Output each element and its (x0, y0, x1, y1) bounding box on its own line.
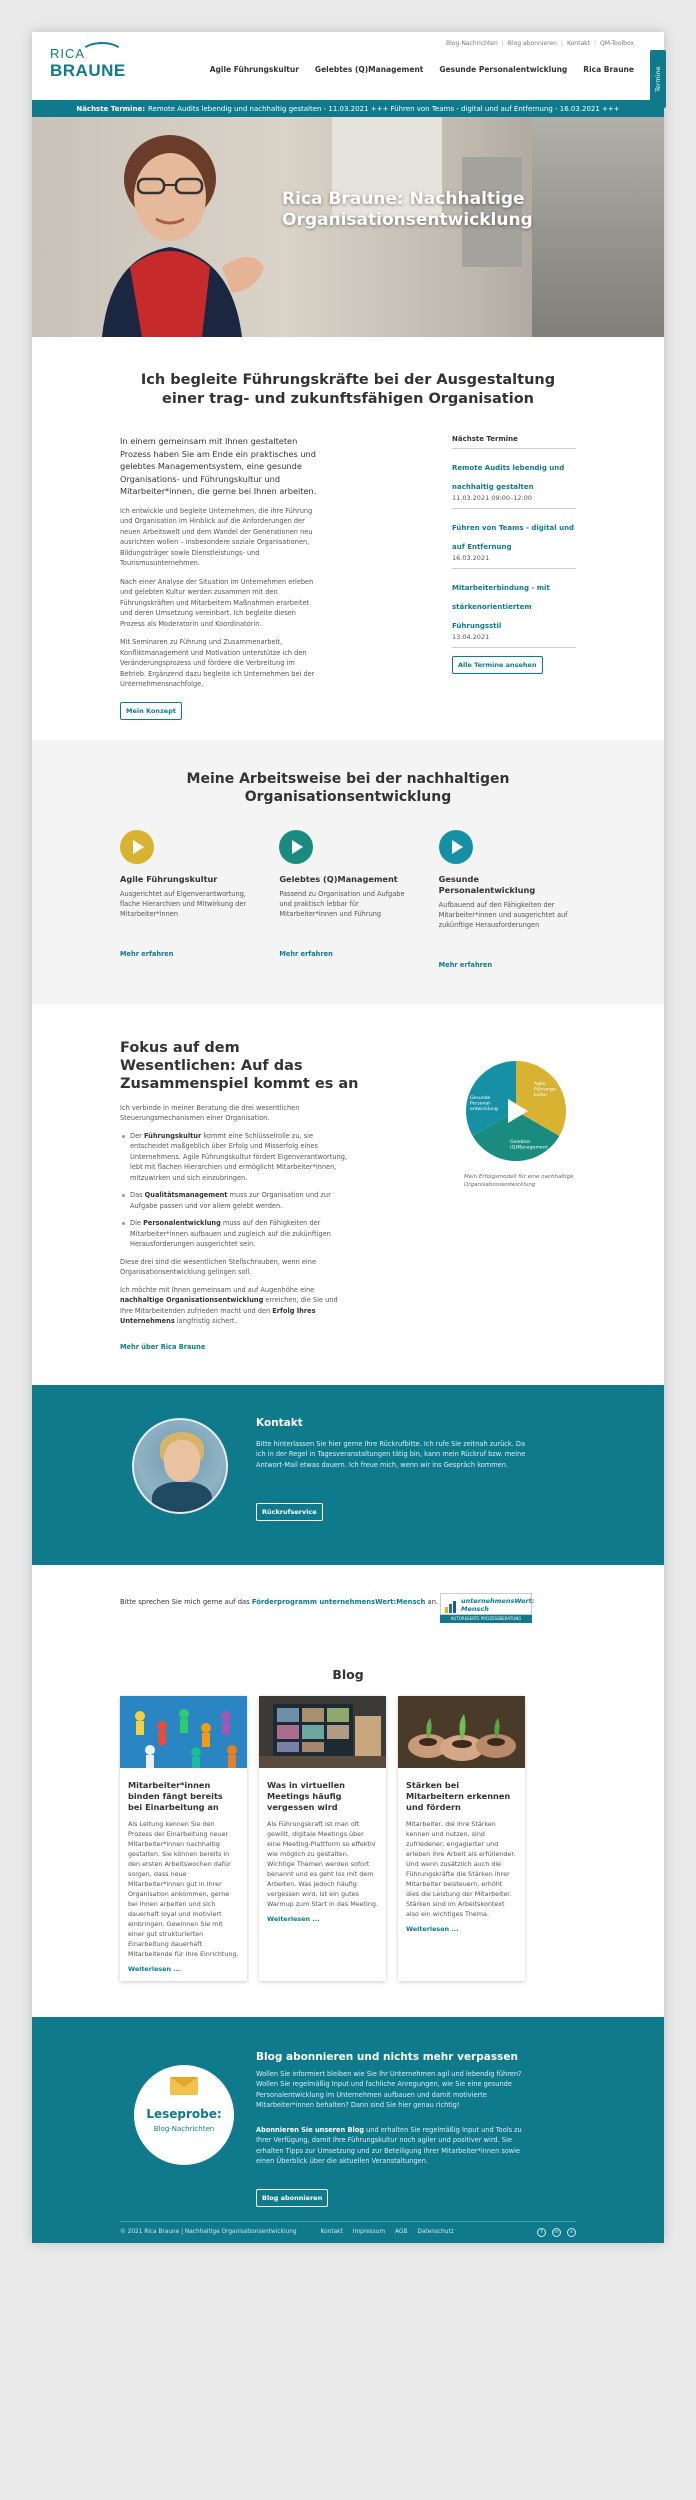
termin-title-link[interactable]: Führen von Teams - digital und auf Entfernung (452, 524, 575, 551)
bar-chart-icon (445, 1599, 459, 1613)
text-strong: Führungskultur (143, 1131, 202, 1140)
photo-body (152, 1482, 212, 1514)
nav-rica-braune[interactable]: Rica Braune (583, 65, 634, 74)
intro-paragraph: Ich entwickle und begleite Unternehmen, die ihre Führung und Organisation im Hinblick auf die Anforderungen der neuen Arbeitswelt und dem Wandel der Generationen neu ausrichten wollen – insbesondere soziale Organisationen, Bildungsträger sowie Dienstleistungs- und Tourismusunternehmen. (120, 506, 313, 567)
blog-card[interactable] (398, 1696, 525, 1981)
hero-portrait (92, 117, 272, 337)
ticker-text: Remote Audits lebendig und nachhaltig gestalten - 11.03.2021 +++ Führen von Teams - digital und auf Entfernung - 16.03.2021 +++ (148, 104, 620, 113)
weiterlesen-link[interactable]: Weiterlesen ... (406, 1924, 459, 1933)
logo[interactable] (50, 44, 126, 88)
site-footer (120, 2221, 576, 2237)
intro-section (32, 337, 664, 740)
mehr-erfahren-link[interactable]: Mehr erfahren (438, 960, 493, 969)
fokus-paragraph (120, 1285, 350, 1327)
weiterlesen-link[interactable]: Weiterlesen ... (128, 1964, 181, 1973)
text-run: Bitte sprechen Sie mich gerne auf das (120, 1597, 252, 1606)
blog-card[interactable] (259, 1696, 386, 1981)
topnav-kontakt[interactable]: Kontakt (566, 40, 590, 47)
fokus-section (32, 1005, 664, 1385)
facebook-icon[interactable]: f (537, 2228, 546, 2237)
blog-cards (120, 1696, 576, 1981)
topnav-blog-nachrichten[interactable]: Blog-Nachrichten (446, 40, 498, 47)
xing-icon[interactable]: x (567, 2228, 576, 2237)
envelope-icon (170, 2077, 198, 2095)
alle-termine-button[interactable]: Alle Termine ansehen (452, 656, 543, 674)
foerder-link[interactable]: Förderprogramm unternehmensWert:Mensch (251, 1597, 426, 1606)
termin-item (452, 449, 576, 509)
newsletter-title: Blog abonnieren und nichts mehr verpassen (256, 2050, 518, 2063)
blog-post-title[interactable]: Mitarbeiter*innen binden fängt bereits bei Einarbeitung an (128, 1779, 223, 1812)
kontakt-section (32, 1385, 664, 1565)
newsletter-section (32, 2017, 664, 2243)
text-run: unternehmensWert: (461, 1596, 535, 1605)
termine-heading: Nächste Termine (452, 435, 576, 449)
termin-item (452, 569, 576, 648)
erfolgsmodell-diagram (464, 1059, 576, 1353)
photo-face (164, 1440, 200, 1482)
blog-card-body (398, 1772, 525, 1941)
logo-box (440, 1593, 535, 1615)
topnav-blog-abonnieren[interactable]: Blog abonnieren (507, 40, 557, 47)
kontakt-text: Bitte hinterlassen Sie hier gerne Ihre Rückrufbitte. Ich rufe Sie zeitnah zurück. Da ich in der Regel in Tagesveranstaltungen tätig bin, kann mein Rückruf bzw. meine Antwort-Mail etwas dauern. Ich freue mich, wenn wir ins Gespräch kommen. (256, 1439, 526, 1469)
text-strong: nachhaltige Organisationsentwicklung (120, 1296, 264, 1304)
termin-date: 11.03.2021 09:00–12:00 (452, 494, 532, 502)
rueckrufservice-button[interactable]: Rückrufservice (256, 1503, 323, 1521)
card-title: Agile Führungskultur (120, 873, 218, 884)
events-ticker[interactable] (32, 100, 664, 117)
topnav-qm-toolbox[interactable]: QM-Toolbox (599, 40, 634, 47)
logo-subline: AUTORISIERTE PROZESSBERATUNG (440, 1615, 532, 1623)
termin-title-link[interactable]: Remote Audits lebendig und nachhaltig gestalten (452, 464, 565, 491)
footer-link-kontakt[interactable]: Kontakt (320, 2229, 343, 2235)
termin-title-link[interactable]: Mitarbeiterbindung - mit stärkenorientiertem Führungsstil (452, 584, 550, 630)
newsletter-paragraph (256, 2125, 526, 2167)
logo-text-bottom: BRAUNE (50, 61, 126, 80)
blog-card[interactable] (120, 1696, 247, 1981)
unternehmenswert-logo[interactable] (440, 1593, 535, 1625)
text-run: Die (130, 1219, 144, 1227)
intro-columns (32, 435, 664, 720)
intro-paragraph: Nach einer Analyse der Situation im Unternehmen erleben und gelebten Kultur werden zusammen mit den Führungskräften und Mitarbeitern Maßnahmen erarbeitet und deren Umsetzung vereinbart. Ich begleite diesen Prozess als Moderatorin und Koordinatorin. (120, 577, 314, 628)
logo-text-top: RICA (50, 46, 86, 61)
blog-image-video-meeting (259, 1696, 386, 1768)
termin-date: 16.03.2021 (452, 554, 490, 562)
termine-sidebar (452, 435, 576, 720)
fokus-list-item (120, 1190, 350, 1211)
foerderprogramm-section (32, 1565, 664, 1645)
text-strong: Qualitätsmanagement (144, 1191, 228, 1199)
arbeitsweise-cards (120, 830, 576, 971)
text-run: und erhalten Sie regelmäßig Input und Tools zu Ihrer Verfügung, damit Ihre Führungskultur noch agiler und positiver wird. Sie erhalten Tipps zur Umsetzung und zur Beteiligung Ihrer Mitarbeiter*innen sowie einen Überblick über die aktuellen Veranstaltungen. (256, 2125, 522, 2165)
text-run: erreichen, die Sie und Ihre Mitarbeitenden zufrieden macht und den (120, 1296, 338, 1315)
hero-title: Rica Braune: Nachhaltige Organisationsentwicklung (282, 189, 533, 230)
logo-wordmark (461, 1597, 534, 1613)
arbeitsweise-card (279, 830, 416, 971)
page (32, 32, 664, 2243)
text-run: kommt eine Schlüsselrolle zu, sie entscheidet maßgeblich über Erfolg und Misserfolg eines Unternehmens. Agile Führungskultur fördert Eigenverantwortung, lebt mit flachen Hierarchien und ermöglicht Mitarbeiter*innen, mitzuwirken und sich einzubringen. (130, 1131, 347, 1182)
blog-post-excerpt: Mitarbeiter, die ihre Stärken kennen und nutzen, sind zufriedener, engagierter und erleben ihre Arbeit als erfüllender. Und wenn zusätzlich auch die Führungskräfte die Stärken ihrer Mitarbeiter beisteuern, erhöht dies die Leistung der Mitarbeiter. Stärken sind im Arbeitskontext also ein wichtiges Thema. (406, 1819, 516, 1918)
text-run: langfristig sichert. (174, 1317, 237, 1325)
fokus-list-item (120, 1131, 350, 1184)
fokus-paragraph: Ich verbinde in meiner Beratung die drei wesentlichen Steuerungsmechanismen einer Organisation. (120, 1103, 300, 1122)
fokus-heading: Fokus auf dem Wesentlichen: Auf das Zusammenspiel kommt es an (120, 1039, 359, 1092)
text-strong: Personalentwicklung (143, 1219, 221, 1227)
kontakt-photo (132, 1418, 228, 1514)
fokus-columns (120, 1081, 576, 1353)
card-text: Passend zu Organisation und Aufgabe und praktisch lebbar für Mitarbeiter*innen und Führung (279, 889, 405, 918)
site-header (32, 32, 664, 100)
footer-link-datenschutz[interactable]: Datenschutz (417, 2229, 454, 2235)
kontakt-title: Kontakt (256, 1416, 303, 1429)
termin-item (452, 509, 576, 569)
blog-heading: Blog (332, 1666, 364, 1682)
footer-link-agb[interactable]: AGB (395, 2229, 408, 2235)
blog-post-excerpt: Als Führungskraft ist man oft gewillt, digitale Meetings über eine Meeting-Plattform so effektiv wie möglich zu gestalten. Wichtige Themen werden sofort benannt und es geht los mit dem Arbeiten. Was jedoch häufig vergessen wird, ist ein gutes Warmup zum Start in das Meeting. (267, 1819, 378, 1908)
blog-abonnieren-button[interactable]: Blog abonnieren (256, 2189, 328, 2207)
footer-copyright: © 2021 Rica Braune | Nachhaltige Organisationsentwicklung (120, 2229, 297, 2235)
play-circle-icon[interactable] (439, 830, 473, 864)
intro-lead: In einem gemeinsam mit Ihnen gestalteten Prozess haben Sie am Ende ein praktisches und gelebtes Managementsystem, eine gesunde Organisations- und Führungskultur und Mitarbeiter*innen, die gerne bei Ihnen arbeiten. (120, 436, 317, 496)
newsletter-paragraph: Wollen Sie informiert bleiben wie Sie Ihr Unternehmen agil und lebendig führen? Wollen Sie regelmäßig Input und fachliche Anregungen, wie Sie eine gesunde Personalentwicklung im Unternehmen aufbauen und damit motivierte Mitarbeiter*innen behalten? Dann sind Sie hier genau richtig! (256, 2069, 522, 2109)
text-run: Ich möchte mit Ihnen gemeinsam und auf Augenhöhe eine (120, 1285, 315, 1294)
badge-subtitle: Blog-Nachrichten (153, 2124, 215, 2133)
intro-paragraph: Mit Seminaren zu Führung und Zusammenarbeit, Konfliktmanagement und Motivation unterstütze ich den Veränderungsprozess und fördere die Verbreitung im Betrieb. Ergänzend dazu begleite ich Unternehmen bei der Unternehmensnachfolge. (120, 638, 315, 688)
blog-post-excerpt: Als Leitung kennen Sie den Prozess der Einarbeitung neuer Mitarbeiter*innen nachhaltig gestalten. Sie können bereits in den ersten Arbeitswochen dafür sorgen, dass neue Mitarbeiter*innen gut in Ihrer Organisation ankommen, gerne bei Ihnen arbeiten und sich dauerhaft loyal und motiviert einbringen. Gewinnen Sie mit einer gut strukturierten Einarbeitung dauerhaft Mitarbeitende für Ihre Einrichtung. (128, 1819, 239, 1958)
hero-banner (32, 117, 664, 337)
card-text: Aufbauend auf den Fähigkeiten der Mitarbeiter*innen und ausgerichtet auf zukünftige Herausforderungen (438, 900, 568, 929)
text-strong: Abonnieren Sie unseren Blog (256, 2125, 364, 2134)
nav-gesunde-personalentwicklung[interactable]: Gesunde Personalentwicklung (439, 65, 568, 74)
main-navigation (210, 65, 634, 74)
termine-side-tab[interactable]: Termine (650, 50, 666, 108)
mehr-ueber-link[interactable]: Mehr über Rica Braune (120, 1342, 206, 1351)
card-title: Gelebtes (Q)Management (279, 873, 398, 884)
badge-title: Leseprobe: (146, 2106, 222, 2121)
text-strong: Erfolg Ihres Unternehmens (120, 1306, 316, 1325)
mehr-erfahren-link[interactable]: Mehr erfahren (120, 949, 174, 958)
text-run: muss zur Organisation und zur Aufgabe passen und vor allem gelebt werden. (130, 1191, 331, 1210)
blog-post-title[interactable]: Was in virtuellen Meetings häufig vergessen wird (267, 1779, 345, 1812)
top-navigation: Blog-Nachrichten | Blog abonnieren | Kontakt | QM-Toolbox (446, 40, 634, 47)
text-run: Das (130, 1191, 145, 1199)
ticker-label: Nächste Termine: (76, 104, 146, 113)
play-circle-icon[interactable] (120, 830, 154, 864)
erfolgsmodell-pie (464, 1059, 568, 1163)
social-links (537, 2228, 576, 2237)
arbeitsweise-heading: Meine Arbeitsweise bei der nachhaltigen Organisationsentwicklung (186, 770, 510, 805)
nav-gelebtes-qmanagement[interactable]: Gelebtes (Q)Management (314, 65, 424, 74)
footer-link-impressum[interactable]: Impressum (352, 2229, 386, 2235)
termin-date: 13.04.2021 (452, 633, 490, 641)
footer-links (321, 2229, 454, 2235)
pie-label-agile: Agile Führungs-kultur (534, 1081, 557, 1098)
card-title: Gesunde Personalentwicklung (438, 873, 536, 895)
blog-card-body (120, 1772, 247, 1981)
arbeitsweise-card (120, 830, 257, 971)
text-run: an. (425, 1597, 439, 1606)
blog-image-people-figures (120, 1696, 247, 1768)
blog-image-hands-plants (398, 1696, 525, 1768)
leseprobe-badge[interactable] (134, 2065, 234, 2165)
nav-agile-fuehrungskultur[interactable]: Agile Führungskultur (209, 65, 299, 74)
weiterlesen-link[interactable]: Weiterlesen ... (267, 1914, 320, 1923)
blog-post-title[interactable]: Stärken bei Mitarbeitern erkennen und fördern (406, 1779, 511, 1812)
foerder-text (120, 1598, 438, 1606)
blog-card-body (259, 1772, 386, 1931)
pie-caption: Mein Erfolgsmodell für eine nachhaltige Organisationsentwicklung (464, 1173, 574, 1188)
fokus-text-column (120, 1103, 350, 1353)
linkedin-icon[interactable]: in (552, 2228, 561, 2237)
pie-label-qm: Gelebtes (Q)Management (510, 1139, 548, 1150)
text-run: Mensch (461, 1604, 489, 1613)
fokus-list-item (120, 1218, 350, 1250)
mehr-erfahren-link[interactable]: Mehr erfahren (279, 949, 333, 958)
intro-heading: Ich begleite Führungskräfte bei der Ausgestaltung einer trag- und zukunftsfähigen Organisation (140, 372, 556, 407)
text-run: Der (130, 1131, 144, 1140)
fokus-paragraph: Diese drei sind die wesentlichen Stellschrauben, wenn eine Organisationsentwicklung gelingen soll. (120, 1257, 316, 1276)
arbeitsweise-card (439, 830, 576, 971)
intro-text-column (120, 435, 320, 720)
blog-section (32, 1645, 664, 2017)
mein-konzept-button[interactable]: Mein Konzept (120, 702, 182, 720)
text-run: muss auf den Fähigkeiten der Mitarbeiter*innen aufbauen und zugleich auf die zukünftigen Herausforderungen ausgerichtet sein. (130, 1219, 331, 1248)
pie-label-personal: Gesunde Personal-entwicklung (470, 1095, 498, 1112)
card-text: Ausgerichtet auf Eigenverantwortung, flache Hierarchien und Mitwirkung der Mitarbeiter*innen (120, 889, 247, 918)
arbeitsweise-section (32, 740, 664, 1005)
play-circle-icon[interactable] (279, 830, 313, 864)
